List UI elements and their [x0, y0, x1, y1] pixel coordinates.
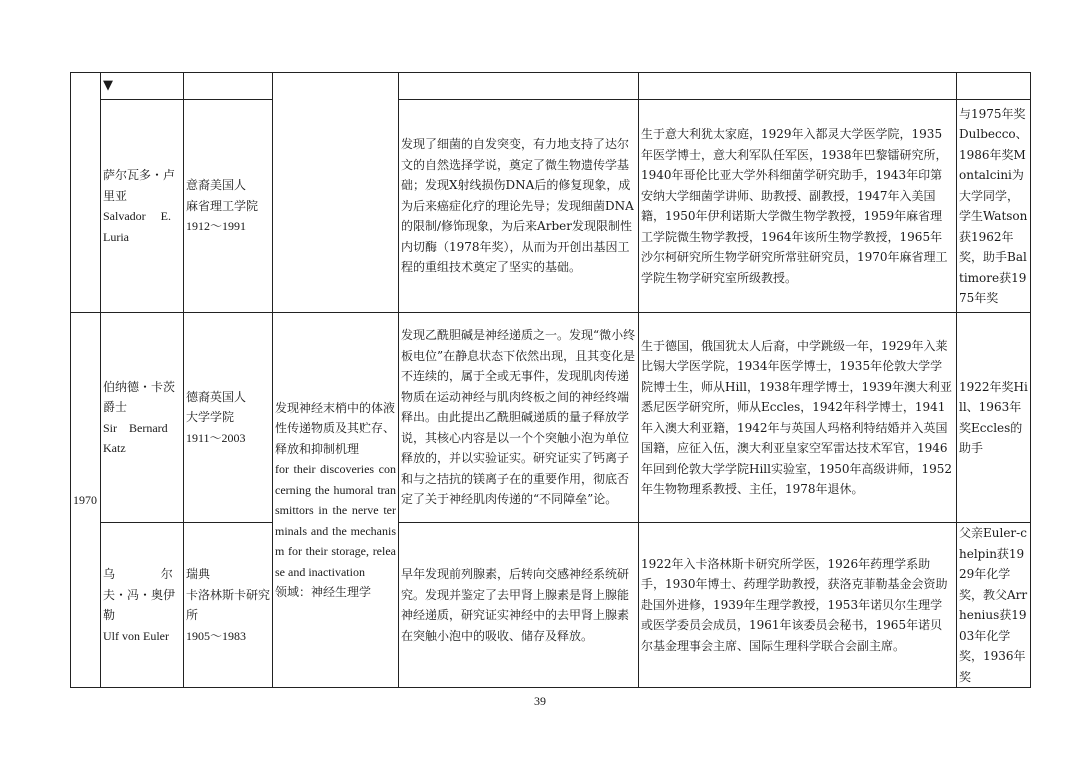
nationality: 德裔英国人	[186, 389, 247, 404]
name-en-line: Katz	[103, 441, 126, 455]
biography-cell: 生于德国，俄国犹太人后裔，中学跳级一年，1929年入莱比锡大学医学院，1934年医学博士，1935年伦敦大学学院博士生，师从Hill，1938年理学博士，1939年澳大利亚悉尼医学研究所，师从Eccles，1942年科学博士，1941年入澳大利亚籍，1942年与英国人玛格利特结婚并入英国国籍，应征入伍，澳大利亚皇家空军雷达技术军官，1946年回到伦敦大学学院Hill实验室，1950年高级讲师，1952年生物物理系教授、主任，1978年退休。	[639, 313, 957, 523]
nationality: 瑞典	[186, 567, 211, 581]
contribution-cell: 早年发现前列腺素，后转向交感神经系统研究。发现并鉴定了去甲肾上腺素是肾上腺能神经递质，研究证实神经中的去甲肾上腺素在突触小泡中的吸收、储存及释放。	[399, 523, 639, 688]
header-cell	[184, 73, 273, 100]
field-label: 领域：神经生理学	[275, 585, 372, 599]
nationality-cell	[184, 100, 273, 313]
notes-cell: 父亲Euler-chelpin获1929年化学奖，教父Arrhenius获1903年化学奖，1936年奖	[957, 523, 1031, 688]
institution: 大学学院	[186, 410, 235, 425]
name-en-line: Luria	[103, 229, 129, 244]
biography-cell: 生于意大利犹太家庭，1929年入都灵大学医学院，1935年医学博士，意大利军队任军医，1938年巴黎镭研究所，1940年哥伦比亚大学外科细菌学研究助手，1943年印第安纳大学细菌学讲师、助教授、副教授，1947年入美国籍，1950年伊利诺斯大学微生物学教授，1959年麻省理工学院微生物学教授，1964年该所生物学教授，1965年沙尔柯研究所生物学研究所常驻研究员，1970年麻省理工学院生物学研究室所级教授。	[639, 100, 957, 313]
name-en-line: Salvador E.	[103, 209, 171, 223]
name-cn-line: 乌 尔	[103, 567, 173, 581]
field-description-cn: 发现神经末梢中的体液性传递物质及其贮存、释放和抑制机理	[275, 400, 396, 456]
field-description-en: for their discoveries concerning the humoral transmittors in the nerve terminals and the mechanism for their storage, release and inactivation	[275, 462, 396, 579]
life-years: 1905～1983	[186, 628, 247, 643]
field-cell-previous	[273, 73, 399, 313]
name-en-line: Ulf von Euler	[103, 628, 169, 643]
institution: 麻省理工学院	[186, 198, 259, 213]
table-row	[71, 100, 1031, 313]
table-row	[71, 313, 1031, 523]
notes-cell: 与1975年奖Dulbecco、1986年奖Montalcini为大学同学，学生Watson获1962年奖，助手Baltimore获1975年奖	[957, 100, 1031, 313]
name-cn-line: 萨尔瓦多・卢	[103, 168, 176, 182]
nationality: 意裔美国人	[186, 178, 247, 193]
nationality-cell	[184, 523, 273, 688]
laureate-name-cell	[101, 100, 184, 313]
header-cell	[639, 73, 957, 100]
year-cell-previous	[71, 73, 101, 313]
laureate-name-cell	[101, 523, 184, 688]
year-cell-1970: 1970	[71, 313, 101, 688]
contribution-cell: 发现乙酰胆碱是神经递质之一。发现“微小终板电位”在静息状态下依然出现，且其变化是不连续的，属于全或无事件，发现肌肉传递物质在运动神经与肌肉终板之间的神经终端释出。由此提出乙酰胆碱递质的量子释放学说，其核心内容是以一个个突触小泡为单位释放的，并以实验证实。研究证实了钙离子和与之拮抗的镁离子在的重要作用，彻底否定了关于神经肌肉传递的“不同障垒”论。	[399, 313, 639, 523]
notes-cell: 1922年奖Hill、1963年奖Eccles的助手	[957, 313, 1031, 523]
name-cn-line: 伯纳德・卡茨	[103, 379, 176, 394]
nationality-cell	[184, 313, 273, 523]
name-cn-line: 爵士	[103, 400, 128, 414]
laureate-name-cell	[101, 313, 184, 523]
table-header-row	[71, 73, 1031, 100]
life-years: 1912～1991	[186, 219, 247, 234]
header-cell	[399, 73, 639, 100]
institution: 卡洛林斯卡研究所	[186, 587, 271, 622]
page-number: 39	[534, 694, 546, 708]
marker-triangle-icon: ▼	[101, 73, 184, 100]
biography-cell: 1922年入卡洛林斯卡研究所学医，1926年药理学系助手，1930年博士、药理学助教授，获洛克菲勒基金会资助赴国外进修，1939年生理学教授，1953年诺贝尔生理学或医学委员会成员，1961年该委员会秘书，1965年诺贝尔基金理事会主席、国际生理科学联合会副主席。	[639, 523, 957, 688]
contribution-cell: 发现了细菌的自发突变，有力地支持了达尔文的自然选择学说，奠定了微生物遗传学基础；发现X射线损伤DNA后的修复现象，成为后来癌症化疗的理论先导；发现细菌DNA的限制/修饰现象，为后来Arber发现限制性内切酶（1978年奖），从而为开创出基因工程的重组技术奠定了坚实的基础。	[399, 100, 639, 313]
table-row	[71, 523, 1031, 688]
shared-field-cell	[273, 313, 399, 688]
header-cell	[957, 73, 1031, 100]
name-cn-line: 夫・冯・奥伊勒	[103, 587, 176, 622]
name-cn-line: 里亚	[103, 188, 128, 203]
life-years: 1911～2003	[186, 430, 246, 445]
name-en-line: Sir Bernard	[103, 420, 168, 435]
laureate-table	[70, 72, 1031, 688]
